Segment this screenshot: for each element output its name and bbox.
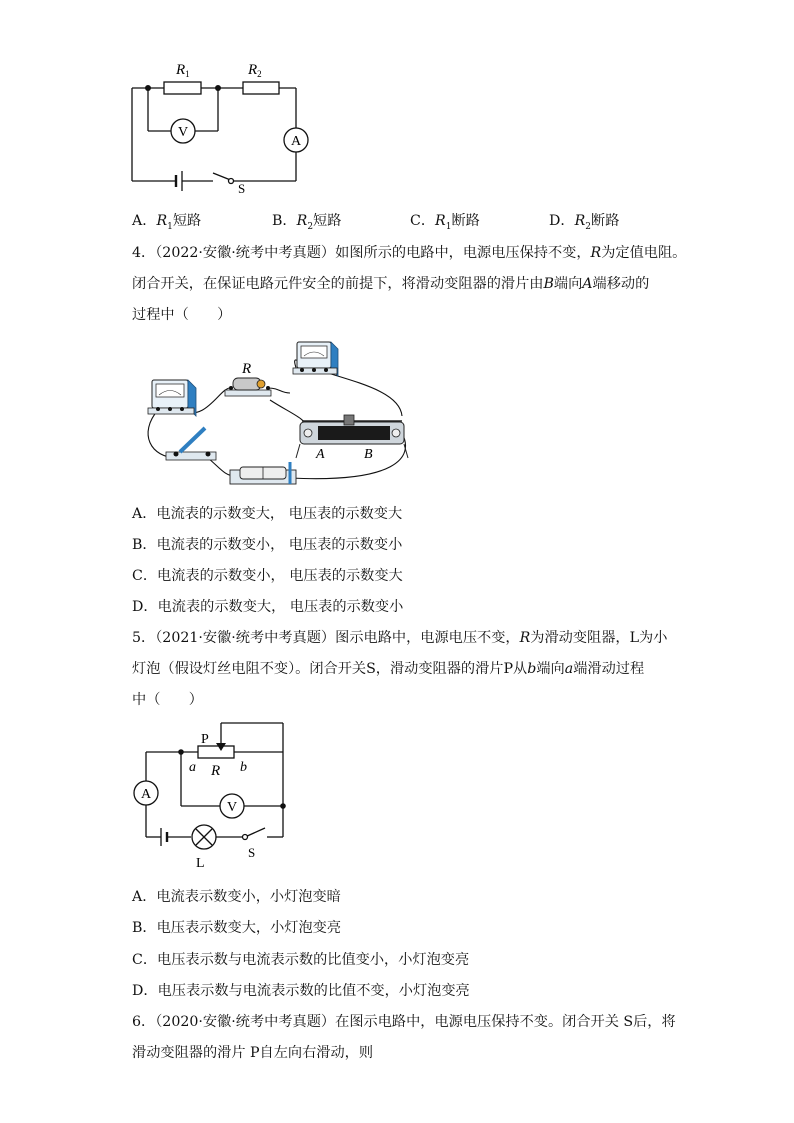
q5-ammeter-label: A (140, 787, 152, 802)
q4-switch-icon (166, 428, 216, 460)
q4-option-c[interactable]: C．电流表的示数变小， 电压表的示数变大 (132, 568, 403, 584)
q4-battery-icon (230, 462, 296, 484)
q4-stem-line-1: 4．（2022·安徽·统考中考真题）如图所示的电路中，电源电压保持不变，R为定值电阻。 (132, 245, 687, 261)
q3-ammeter-label: A (290, 134, 302, 149)
q4-option-d[interactable]: D．电流表的示数变大， 电压表的示数变小 (132, 599, 404, 615)
q3-r2-label: $R_2$ (248, 62, 262, 79)
q4-b-label: B (364, 447, 373, 462)
q4-ammeter-icon (148, 380, 196, 416)
q5-r-label: R (211, 763, 221, 779)
q4-fixed-resistor-icon (225, 378, 271, 396)
q3-r1-label: $R_1$ (176, 62, 190, 79)
q4-circuit-illustration (130, 338, 420, 493)
q5-option-c[interactable]: C．电压表示数与电流表示数的比值变小，小灯泡变亮 (132, 952, 470, 968)
q5-circuit-diagram (125, 715, 300, 870)
q5-stem-line-2: 灯泡（假设灯丝电阻不变）。闭合开关S，滑动变阻器的滑片P从b端向a端滑动过程 (132, 661, 645, 677)
q5-option-d[interactable]: D．电压表示数与电流表示数的比值不变，小灯泡变亮 (132, 983, 470, 999)
q5-stem-line-3: 中（ ） (132, 692, 203, 708)
q5-b-label: b (240, 760, 247, 775)
q6-stem-line-2: 滑动变阻器的滑片 P自左向右滑动，则 (132, 1045, 374, 1061)
q4-r-label: R (242, 361, 252, 377)
q3-switch-label: S (238, 181, 246, 195)
q5-stem-line-1: 5．（2021·安徽·统考中考真题）图示电路中，电源电压不变，R为滑动变阻器，L为小 (132, 630, 668, 646)
q5-lamp-label: L (196, 856, 205, 870)
q5-p-label: P (201, 732, 209, 747)
q4-voltmeter-icon (293, 342, 338, 376)
q3-option-c[interactable]: C．$R_1$断路 (410, 213, 480, 232)
q4-stem-line-3: 过程中（ ） (132, 307, 232, 323)
q3-option-b[interactable]: B．$R_2$短路 (272, 213, 342, 232)
q5-switch-label: S (248, 845, 256, 860)
q4-option-a[interactable]: A．电流表的示数变大， 电压表的示数变大 (132, 506, 403, 522)
q6-stem-line-1: 6．（2020·安徽·统考中考真题）在图示电路中，电源电压保持不变。闭合开关 S后，将 (132, 1014, 676, 1030)
q4-a-label: A (316, 447, 325, 462)
q5-option-a[interactable]: A．电流表示数变小，小灯泡变暗 (132, 889, 341, 905)
q3-option-d[interactable]: D．$R_2$断路 (549, 213, 620, 232)
q3-circuit-diagram (120, 55, 320, 195)
q3-option-a[interactable]: A．$R_1$短路 (132, 213, 202, 232)
q5-a-label: a (189, 760, 196, 775)
q4-option-b[interactable]: B．电流表的示数变小， 电压表的示数变小 (132, 537, 403, 553)
q3-voltmeter-label: V (177, 125, 189, 140)
q5-option-b[interactable]: B．电压表示数变大，小灯泡变亮 (132, 920, 342, 936)
q5-voltmeter-label: V (226, 800, 238, 815)
q4-rheostat-icon (296, 415, 408, 458)
q4-stem-line-2: 闭合开关，在保证电路元件安全的前提下，将滑动变阻器的滑片由B端向A端移动的 (132, 276, 650, 292)
